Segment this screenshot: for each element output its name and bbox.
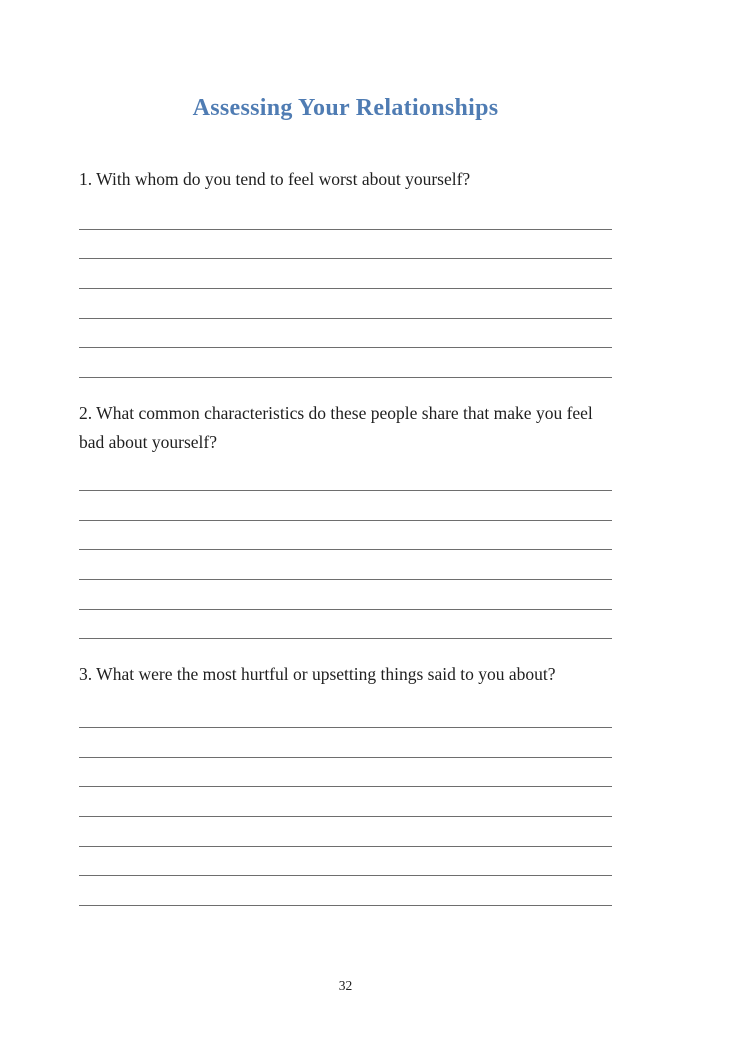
question-1-text: 1. With whom do you tend to feel worst about yourself? (79, 169, 471, 189)
answer-line (79, 698, 612, 728)
answer-line (79, 289, 612, 319)
question-1-block (79, 165, 612, 378)
question-1-answer-lines (79, 200, 612, 378)
page-title: Assessing Your Relationships (192, 95, 499, 121)
answer-line (79, 491, 612, 521)
answer-line (79, 461, 612, 491)
page-number: 32 (338, 978, 353, 993)
answer-line (79, 728, 612, 758)
answer-line (79, 758, 612, 788)
answer-line (79, 610, 612, 640)
answer-line (79, 787, 612, 817)
answer-line (79, 550, 612, 580)
answer-line (79, 319, 612, 349)
answer-line (79, 847, 612, 877)
question-2-text: 2. What common characteristics do these people share that make you feel bad about yourself? (79, 403, 593, 453)
answer-line (79, 348, 612, 378)
answer-line (79, 200, 612, 230)
answer-line (79, 876, 612, 906)
question-2-block (79, 399, 612, 639)
question-3-text: 3. What were the most hurtful or upsetting things said to you about? (79, 664, 556, 685)
question-3-block (79, 660, 612, 906)
answer-line (79, 521, 612, 551)
question-2-answer-lines (79, 461, 612, 639)
question-3-answer-lines (79, 698, 612, 906)
answer-line (79, 230, 612, 260)
answer-line (79, 817, 612, 847)
answer-line (79, 580, 612, 610)
answer-line (79, 259, 612, 289)
